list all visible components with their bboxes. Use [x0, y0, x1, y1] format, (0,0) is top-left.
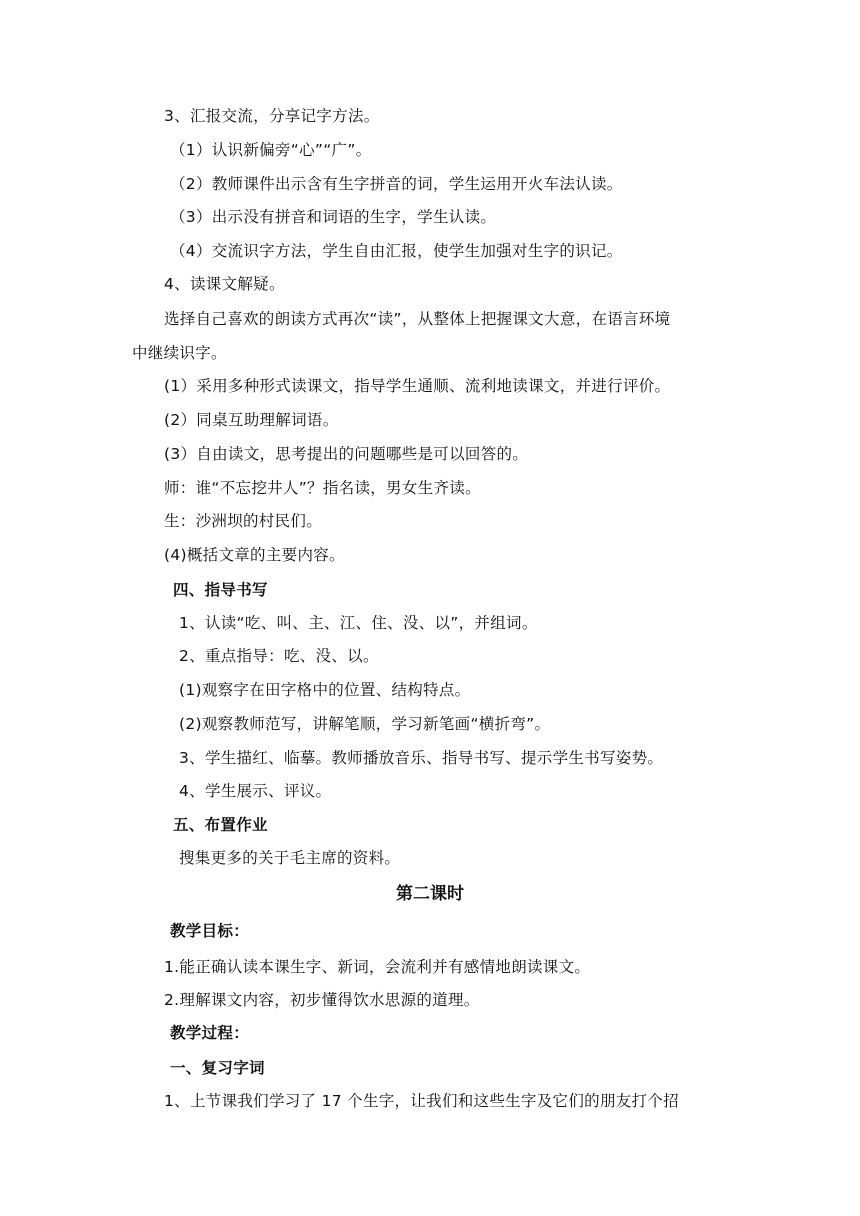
objectives-heading: 教学目标： [170, 922, 250, 940]
review-heading: 一、复习字词 [170, 1059, 265, 1077]
step-4-read: 4、读课文解疑。 [164, 275, 285, 293]
objective-1: 1.能正确认读本课生字、新词，会流利并有感情地朗读课文。 [164, 958, 591, 976]
lesson-2-title: 第二课时 [396, 884, 464, 904]
objective-2: 2.理解课文内容，初步懂得饮水思源的道理。 [164, 991, 480, 1009]
writing-step-2: 2、重点指导：吃、没、以。 [179, 647, 379, 665]
read-item-1: (1）采用多种形式读课文，指导学生通顺、流利地读课文，并进行评价。 [164, 377, 671, 395]
read-item-3: (3）自由读文，思考提出的问题哪些是可以回答的。 [164, 445, 529, 463]
review-step-1: 1、上节课我们学习了 17 个生字，让我们和这些生字及它们的朋友打个招 [164, 1092, 679, 1110]
read-item-2: (2）同桌互助理解词语。 [164, 411, 339, 429]
read-item-4: (4)概括文章的主要内容。 [164, 546, 345, 564]
teacher-line: 师：谁“不忘挖井人”？指名读，男女生齐读。 [164, 479, 481, 497]
paragraph-line-2: 中继续识字。 [132, 344, 227, 362]
process-heading: 教学过程： [170, 1024, 250, 1042]
writing-step-3: 3、学生描红、临摹。教师播放音乐、指导书写、提示学生书写姿势。 [179, 749, 664, 767]
homework-line: 搜集更多的关于毛主席的资料。 [179, 849, 401, 867]
writing-sub-1: (1)观察字在田字格中的位置、结构特点。 [179, 681, 471, 699]
section-5-heading: 五、布置作业 [173, 816, 268, 834]
step-3-report: 3、汇报交流，分享记字方法。 [164, 107, 380, 125]
writing-step-1: 1、认读“吃、叫、主、江、住、没、以”，并组词。 [179, 614, 538, 632]
sub-item-2: （2）教师课件出示含有生字拼音的词，学生运用开火车法认读。 [170, 175, 623, 193]
paragraph-line-1: 选择自己喜欢的朗读方式再次“读”，从整体上把握课文大意，在语言环境 [164, 310, 671, 328]
writing-step-4: 4、学生展示、评议。 [179, 782, 332, 800]
section-4-heading: 四、指导书写 [173, 581, 268, 599]
writing-sub-2: (2)观察教师范写，讲解笔顺，学习新笔画“横折弯”。 [179, 715, 551, 733]
student-line: 生：沙洲坝的村民们。 [164, 512, 323, 530]
sub-item-3: （3）出示没有拼音和词语的生字，学生认读。 [170, 208, 497, 226]
sub-item-1: （1）认识新偏旁“心”“广”。 [170, 141, 372, 159]
sub-item-4: （4）交流识字方法，学生自由汇报，使学生加强对生字的识记。 [170, 242, 623, 260]
